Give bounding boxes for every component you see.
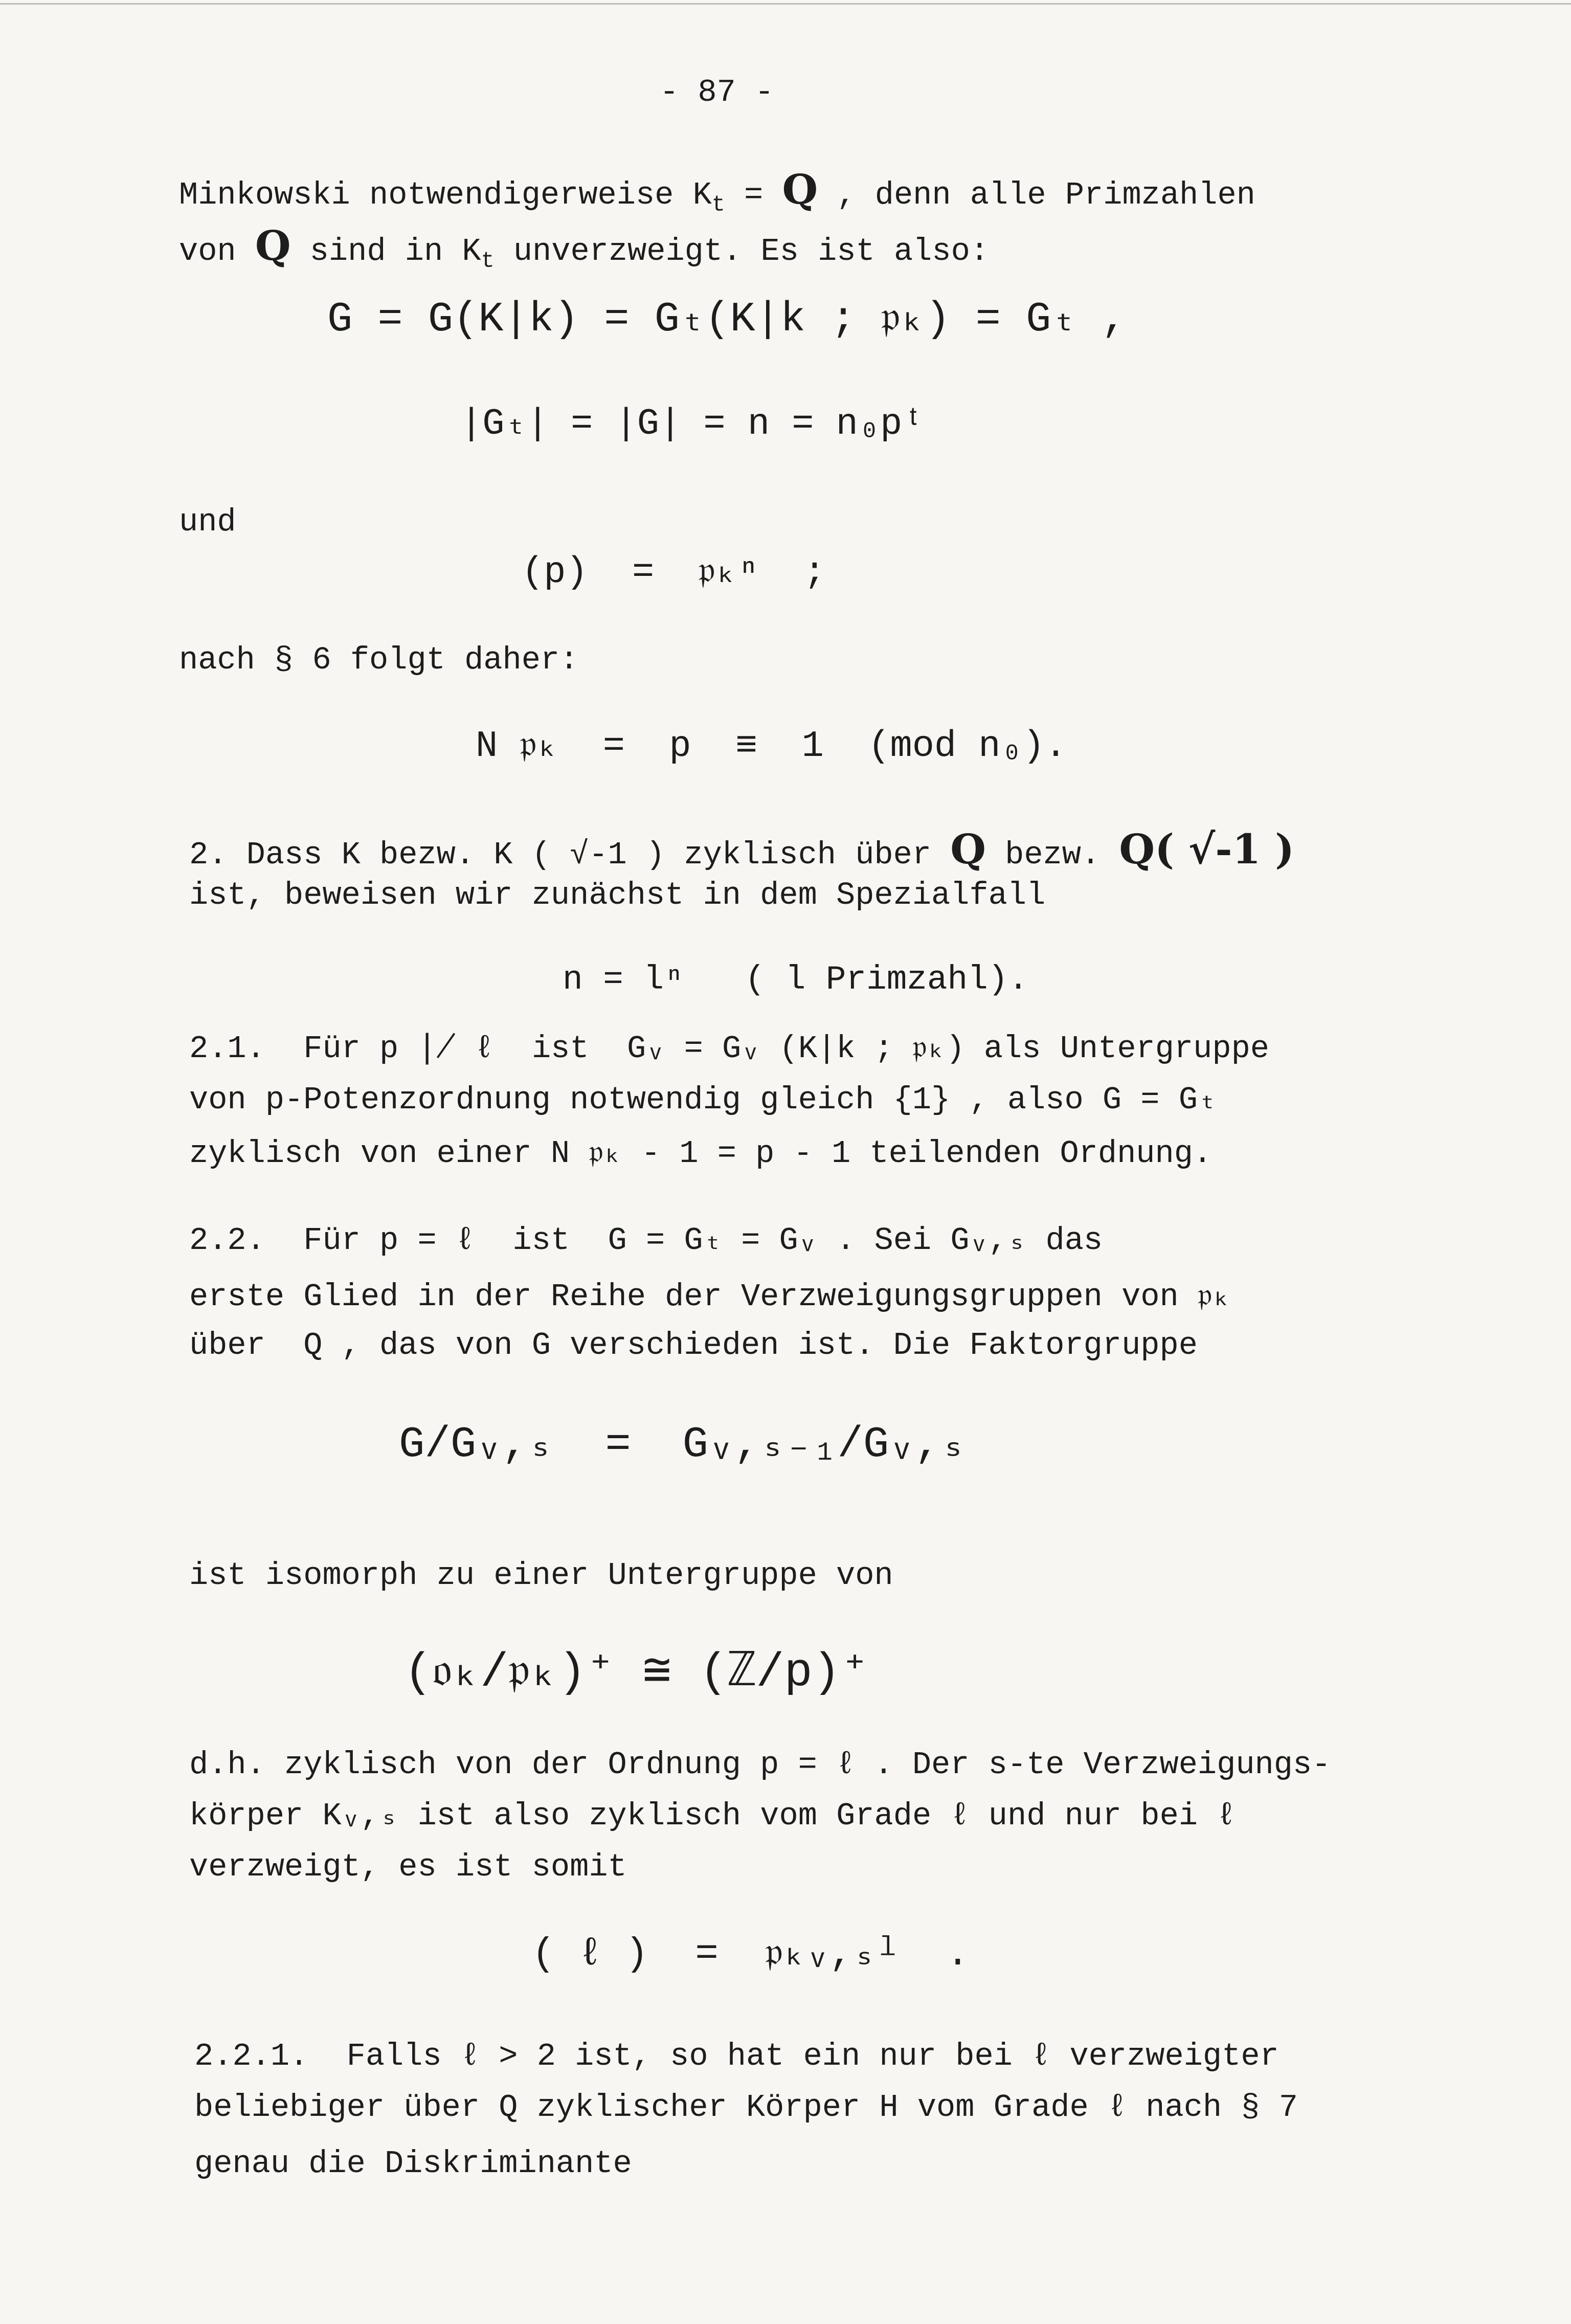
section-2-2-1-line-3: genau die Diskriminante — [194, 2146, 632, 2182]
equation-ell-ideal: ( ℓ ) = 𝔭ₖᵥ,ₛˡ . — [532, 1932, 970, 1976]
text-nach-6: nach § 6 folgt daher: — [179, 642, 579, 678]
equation-group-order: |Gₜ| = |G| = n = n₀pᵗ — [460, 403, 925, 445]
section-2-2-line-1: 2.2. Für p = ℓ ist G = Gₜ = Gᵥ . Sei Gᵥ,ₛ das — [189, 1222, 1103, 1259]
text-isomorph: ist isomorph zu einer Untergruppe von — [189, 1557, 893, 1594]
text-und: und — [179, 504, 236, 540]
text-dh-line-3: verzweigt, es ist somit — [189, 1849, 627, 1885]
top-edge-line — [0, 3, 1571, 5]
section-2-1-line-1: 2.1. Für p ∤ ℓ ist Gᵥ = Gᵥ (K|k ; 𝔭ₖ) als Untergruppe — [189, 1031, 1269, 1067]
equation-prime-decomposition: (p) = 𝔭ₖⁿ ; — [522, 551, 826, 593]
text-line-1: Minkowski notwendigerweise $K_t = Q$ , denn alle Primzahlen — [179, 165, 1255, 218]
equation-n-power: n = lⁿ ( l Primzahl). — [563, 960, 1028, 999]
text-dh-line-1: d.h. zyklisch von der Ordnung p = ℓ . Der s-te Verzweigungs- — [189, 1747, 1331, 1783]
equation-galois-group: G = G(K|k) = Gₜ(K|k ; 𝔭ₖ) = Gₜ , — [327, 296, 1127, 343]
text-line-2: von Q sind in $K_t$ unverzweigt. Es ist also: — [179, 221, 989, 274]
page-number: - 87 - — [660, 74, 774, 110]
section-2-2-line-2: erste Glied in der Reihe der Verzweigungsgruppen von 𝔭ₖ — [189, 1279, 1231, 1315]
text-dh-line-2: körper Kᵥ,ₛ ist also zyklisch vom Grade ℓ und nur bei ℓ — [189, 1798, 1236, 1834]
equation-residue-isomorphism: (𝔬ₖ/𝔭ₖ)⁺ ≅ (ℤ/p)⁺ — [404, 1646, 869, 1700]
section-2-1-line-3: zyklisch von einer N 𝔭ₖ - 1 = p - 1 teilenden Ordnung. — [189, 1135, 1213, 1172]
section-2-line-1: 2. Dass K bezw. K ( √-1 ) zyklisch über Q bezw. Q( √-1 ) — [189, 825, 1294, 873]
section-2-2-1-line-1: 2.2.1. Falls ℓ > 2 ist, so hat ein nur bei ℓ verzweigter — [194, 2038, 1279, 2074]
section-2-1-line-2: von p-Potenzordnung notwendig gleich {1} , also G = Gₜ — [189, 1082, 1217, 1118]
equation-factor-group: G/Gᵥ,ₛ = Gᵥ,ₛ₋₁/Gᵥ,ₛ — [399, 1421, 967, 1469]
section-2-2-line-3: über Q , das von G verschieden ist. Die Faktorgruppe — [189, 1327, 1198, 1364]
section-2-line-2: ist, beweisen wir zunächst in dem Spezialfall — [189, 877, 1046, 913]
section-2-2-1-line-2: beliebiger über Q zyklischer Körper H vom Grade ℓ nach § 7 — [194, 2089, 1298, 2126]
equation-norm-congruence: N 𝔭ₖ = p ≡ 1 (mod n₀). — [476, 725, 1067, 767]
